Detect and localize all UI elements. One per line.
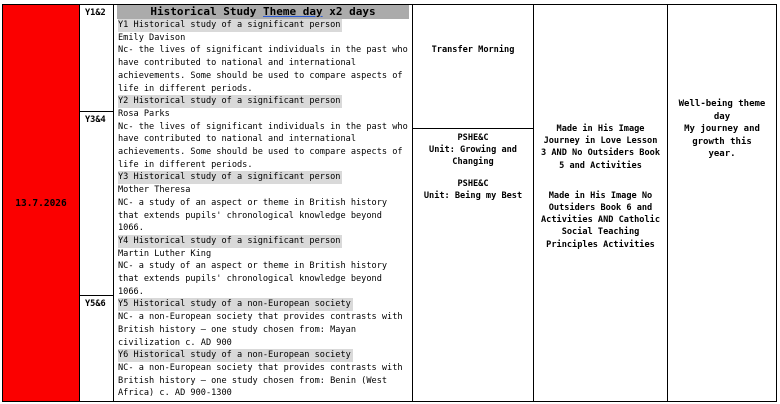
- year-label-y5-6: Y5&6: [85, 299, 106, 309]
- wellbeing-text: My journey and growth this year.: [684, 124, 760, 160]
- year-label-y1-2: Y1&2: [85, 8, 106, 18]
- re-lesson-1: Made in His Image Journey in Love Lesson 3 AND No Outsiders Book 5 and Activities: [541, 124, 660, 171]
- page-title: Historical Study Theme day x2 days: [117, 5, 409, 19]
- re-cell: [536, 123, 665, 251]
- section-heading: Y1 Historical study of a significant person: [118, 20, 341, 30]
- person-name: Martin Luther King: [118, 248, 212, 259]
- column-divider: [667, 4, 668, 402]
- column-divider: [533, 4, 534, 402]
- section-y1: [114, 19, 412, 95]
- transfer-morning: Transfer Morning: [431, 45, 515, 55]
- column-divider: [79, 4, 80, 402]
- section-y6: [114, 349, 412, 400]
- row-divider: [412, 128, 533, 129]
- wellbeing-cell: [669, 98, 775, 161]
- wellbeing-title: Well-being theme day: [678, 99, 766, 122]
- history-content-cell: [114, 5, 412, 401]
- column-divider: [412, 4, 413, 402]
- section-heading: Y5 Historical study of a non-European society: [118, 299, 351, 310]
- section-y2: [114, 95, 412, 171]
- section-heading: Y2 Historical study of a significant person: [118, 96, 341, 107]
- section-heading: Y3 Historical study of a significant person: [118, 172, 341, 183]
- year-label-y3-4: Y3&4: [85, 115, 106, 125]
- date-label: 13.7.2026: [15, 197, 67, 209]
- re-lesson-2: Made in His Image No Outsiders Book 6 and Activities AND Catholic Social Teaching Principles Activities: [541, 190, 660, 250]
- section-heading: Y6 Historical study of a non-European society: [118, 350, 351, 361]
- person-name: Mother Theresa: [118, 185, 191, 196]
- section-y3: [114, 171, 412, 235]
- date-cell: [3, 5, 79, 401]
- curriculum-text: NC- a study of an aspect or theme in British history that extends pupils' chronological knowledge beyond 1066.: [118, 197, 388, 234]
- pshe-cell: [414, 132, 532, 202]
- title-link-text: Theme day: [263, 5, 323, 18]
- curriculum-text: Nc- the lives of significant individuals in the past who have contributed to national and international achievements. Some should be used to compare aspects of life in different periods.: [118, 121, 408, 170]
- pshe-label: PSHE&C: [457, 133, 489, 143]
- section-heading: Y4 Historical study of a significant person: [118, 235, 341, 246]
- curriculum-text: NC- a study of an aspect or theme in British history that extends pupils' chronological knowledge beyond 1066.: [118, 261, 388, 297]
- curriculum-text: NC- a non-European society that provides contrasts with British history – one study chosen from: Mayan civilization c. AD 900: [118, 312, 403, 348]
- curriculum-text: Nc- the lives of significant individuals in the past who have contributed to national and international achievements. Some should be used to compare aspects of life in different periods.: [118, 45, 408, 94]
- pshe-label: PSHE&C: [457, 178, 489, 189]
- section-y5: [114, 298, 412, 349]
- person-name: Rosa Parks: [118, 108, 170, 119]
- pshe-unit: Unit: Growing and Changing: [429, 145, 517, 168]
- curriculum-text: NC- a non-European society that provides contrasts with British history – one study chosen from: Benin (West Africa) c. AD 900-1300: [118, 362, 403, 399]
- person-name: Emily Davison: [118, 32, 186, 43]
- section-y4: [114, 235, 412, 299]
- pshe-unit: Unit: Being my Best: [423, 190, 523, 201]
